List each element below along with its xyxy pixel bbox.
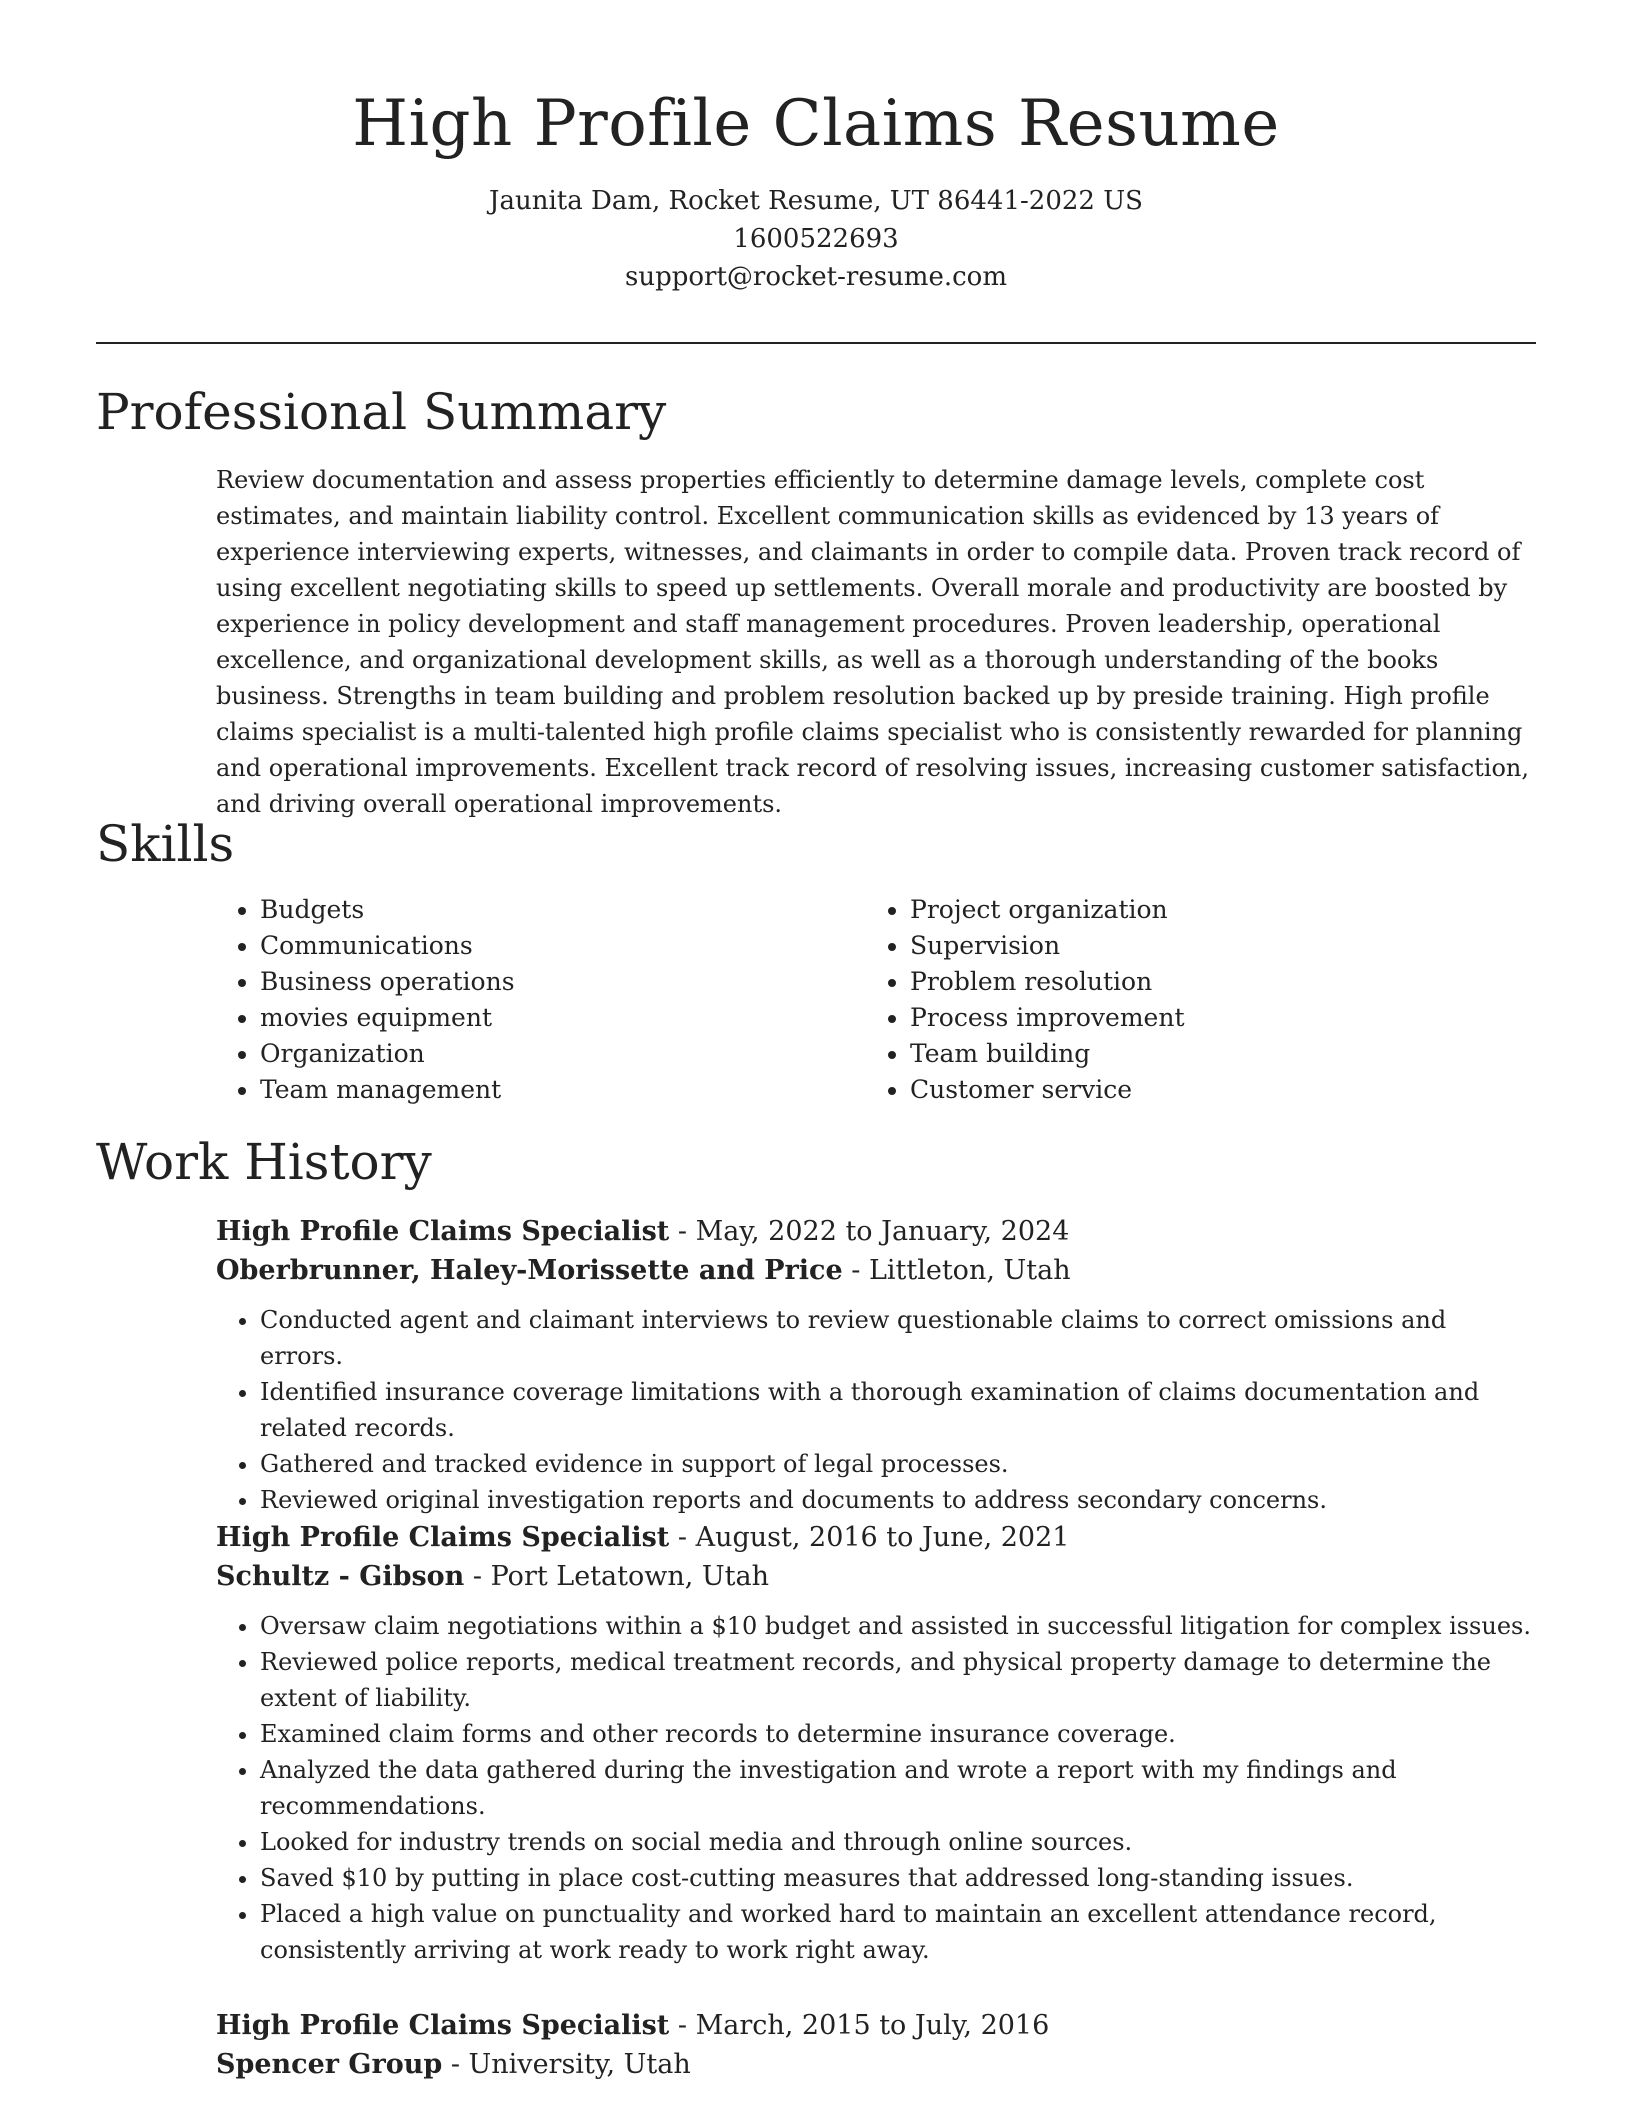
header-divider — [96, 342, 1536, 344]
job-company-line — [216, 2045, 1536, 2084]
summary-paragraph: Review documentation and assess properties efficiently to determine damage levels, complete cost estimates, and maintain liability control. Excellent communication skills as evidenced by 13 years of experience interviewing experts, witnesses, and claimants in order to compile data. Proven track record of using excellent negotiating skills to speed up settlements. Overall morale and productivity are boosted by experience in policy development and staff management procedures. Proven leadership, operational excellence, and organizational development skills, as well as a thorough understanding of the books business. Strengths in team building and problem resolution backed up by preside training. High profile claims specialist is a multi-talented high profile claims specialist who is consistently rewarded for planning and operational improvements. Excellent track record of resolving issues, increasing customer satisfaction, and driving overall operational improvements. — [216, 466, 1529, 818]
job-location: University, Utah — [468, 2049, 691, 2080]
resume-title: High Profile Claims Resume — [352, 87, 1280, 161]
job-duties — [216, 1302, 1536, 1518]
job-title: High Profile Claims Specialist — [216, 1216, 670, 1247]
duty-item: • Conducted agent and claimant interviews to review questionable claims to correct omissions and errors. — [260, 1302, 1536, 1374]
separator: - — [669, 2010, 696, 2041]
skill-item: • Problem resolution — [910, 964, 1510, 1000]
job-location: Port Letatown, Utah — [490, 1561, 769, 1592]
job-title-line — [216, 2006, 1536, 2045]
skill-item: • Organization — [260, 1036, 860, 1072]
job-entry — [216, 1518, 1536, 1968]
skill-item: • Communications — [260, 928, 860, 964]
skill-item: • Project organization — [910, 892, 1510, 928]
duty-item: • Gathered and tracked evidence in support of legal processes. — [260, 1446, 1536, 1482]
contact-email: support@rocket-resume.com — [624, 262, 1007, 292]
job-company-line — [216, 1557, 1536, 1596]
contact-block — [0, 182, 1632, 296]
section-title-work-history: Work History — [96, 1133, 432, 1191]
job-company: Schultz - Gibson — [216, 1561, 465, 1592]
separator: - — [669, 1522, 696, 1553]
section-title-skills: Skills — [96, 815, 235, 873]
duty-item: • Analyzed the data gathered during the investigation and wrote a report with my findings and recommendations. — [260, 1752, 1536, 1824]
job-company: Oberbrunner, Haley-Morissette and Price — [216, 1255, 843, 1286]
job-dates: August, 2016 to June, 2021 — [695, 1522, 1070, 1553]
duty-item: • Reviewed police reports, medical treatment records, and physical property damage to determine the extent of liability. — [260, 1644, 1536, 1716]
resume-header — [0, 80, 1632, 296]
skills-list-left — [216, 892, 860, 1108]
job-location: Littleton, Utah — [868, 1255, 1071, 1286]
job-company-line — [216, 1251, 1536, 1290]
separator: - — [669, 1216, 696, 1247]
skill-item: • Team building — [910, 1036, 1510, 1072]
job-company: Spencer Group — [216, 2049, 443, 2080]
job-title: High Profile Claims Specialist — [216, 1522, 670, 1553]
duty-item: • Oversaw claim negotiations within a $10 budget and assisted in successful litigation for complex issues. — [260, 1608, 1536, 1644]
duty-item: • Looked for industry trends on social media and through online sources. — [260, 1824, 1536, 1860]
duty-item: • Examined claim forms and other records to determine insurance coverage. — [260, 1716, 1536, 1752]
skills-list-right — [866, 892, 1510, 1108]
contact-phone: 1600522693 — [733, 224, 899, 254]
job-dates: May, 2022 to January, 2024 — [695, 1216, 1070, 1247]
job-title: High Profile Claims Specialist — [216, 2010, 670, 2041]
duty-item: • Reviewed original investigation reports and documents to address secondary concerns. — [260, 1482, 1536, 1518]
skill-item: • Process improvement — [910, 1000, 1510, 1036]
job-title-line — [216, 1212, 1536, 1251]
skill-item: • movies equipment — [260, 1000, 860, 1036]
duty-item: • Identified insurance coverage limitations with a thorough examination of claims documentation and related records. — [260, 1374, 1536, 1446]
duty-item: • Saved $10 by putting in place cost-cutting measures that addressed long-standing issues. — [260, 1860, 1536, 1896]
separator: - — [464, 1561, 491, 1592]
job-title-line — [216, 1518, 1536, 1557]
job-entry — [216, 2006, 1536, 2084]
job-dates: March, 2015 to July, 2016 — [695, 2010, 1050, 2041]
skill-item: • Budgets — [260, 892, 860, 928]
skill-item: • Business operations — [260, 964, 860, 1000]
separator: - — [842, 1255, 869, 1286]
skill-item: • Supervision — [910, 928, 1510, 964]
skill-item: • Customer service — [910, 1072, 1510, 1108]
section-title-summary: Professional Summary — [96, 383, 667, 441]
duty-item: • Placed a high value on punctuality and worked hard to maintain an excellent attendance record, consistently arriving at work ready to work right away. — [260, 1896, 1536, 1968]
job-duties — [216, 1608, 1536, 1968]
contact-address: Jaunita Dam, Rocket Resume, UT 86441-2022 US — [489, 186, 1143, 216]
separator: - — [442, 2049, 469, 2080]
skill-item: • Team management — [260, 1072, 860, 1108]
job-entry — [216, 1212, 1536, 1518]
